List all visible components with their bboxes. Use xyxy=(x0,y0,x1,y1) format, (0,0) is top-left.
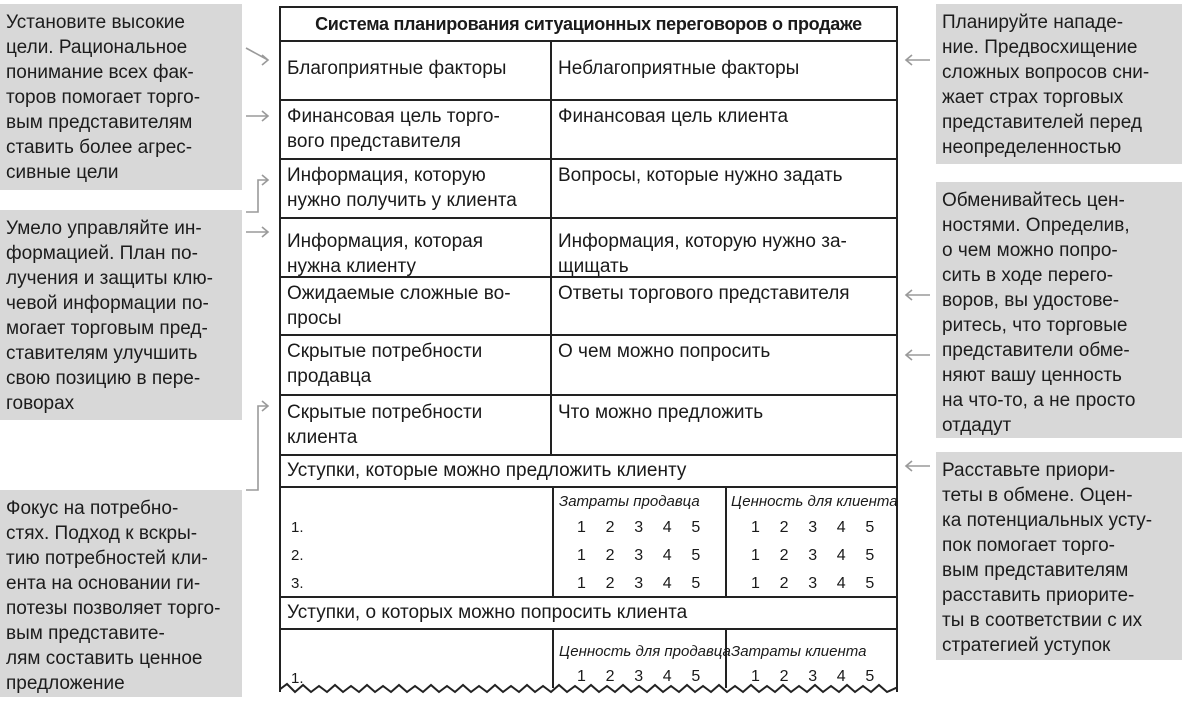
note-prioritize-exchange: Расставьте приори- теты в обмене. Оцен- ка потенциальных усту- пок помогает торго- вым представителям расставить приорите- ты в соответствии с их стратегией уступок xyxy=(936,452,1182,660)
offer-item-number: 3. xyxy=(291,575,304,592)
table-row xyxy=(281,396,896,456)
column-divider xyxy=(725,488,727,596)
note-manage-information: Умело управляйте ин- формацией. План по- лучения и защиты клю- чевой информации по- могает торговым пред- ставителям улучшить свою позицию в пере- говорах xyxy=(0,210,242,420)
note-plan-attack: Планируйте нападе- ние. Предвосхищение сложных вопросов сни- жает страх торговых представителей перед неопределенностью xyxy=(936,4,1182,164)
table-row xyxy=(281,101,896,160)
rating-scale[interactable]: 1 2 3 4 5 xyxy=(577,519,701,536)
offer-col1-label: Затраты продавца xyxy=(559,493,700,510)
note-focus-on-needs: Фокус на потребно- стях. Подход к вскры- тию потребностей кли- ента на основании ги- потезы позволяет торго- вым представите- лям составить ценное предложение xyxy=(0,490,242,697)
arrow-left-icon xyxy=(906,55,930,65)
rating-scale[interactable]: 1 2 3 4 5 xyxy=(577,575,701,592)
cell-seller-hidden-needs: Скрытые потребности продавца xyxy=(281,336,552,394)
ask-heading: Уступки, о которых можно попросить клиента xyxy=(287,602,688,623)
section-header-ask xyxy=(281,598,896,630)
cell-seller-financial-goal: Финансовая цель торго- вого представителя xyxy=(281,101,552,158)
offer-col2-label: Ценность для клиента xyxy=(731,493,898,510)
arrow-left-icon xyxy=(906,290,930,300)
rating-scale[interactable]: 1 2 3 4 5 xyxy=(577,547,701,564)
ask-item-number: 1. xyxy=(291,670,304,687)
cell-what-to-ask: О чем можно попросить xyxy=(558,341,771,362)
ask-rating-block xyxy=(281,630,896,694)
rating-scale[interactable]: 1 2 3 4 5 xyxy=(577,668,701,685)
arrow-right-icon xyxy=(246,48,268,65)
arrow-left-icon xyxy=(906,350,930,360)
cell-unfavorable-factors: Неблагоприятные факторы xyxy=(558,58,800,79)
cell-seller-answers: Ответы торгового представителя xyxy=(558,283,850,304)
form-title: Система планирования ситуационных переговоров о продаже xyxy=(281,8,896,42)
column-divider xyxy=(552,630,554,688)
bracket-arrow-icon xyxy=(246,175,268,212)
ask-col2-label: Затраты клиента xyxy=(731,643,867,660)
offer-heading: Уступки, которые можно предложить клиенту xyxy=(287,460,687,481)
rating-scale[interactable]: 1 2 3 4 5 xyxy=(751,519,875,536)
arrow-right-icon xyxy=(246,111,268,121)
note-set-high-goals: Установите высокие цели. Рациональное понимание всех фак- торов помогает торго- вым представителям ставить более агрес- сивные цели xyxy=(0,4,242,190)
rating-scale[interactable]: 1 2 3 4 5 xyxy=(751,547,875,564)
cell-info-to-obtain: Информация, которую нужно получить у клиента xyxy=(281,160,552,217)
rating-scale[interactable]: 1 2 3 4 5 xyxy=(751,575,875,592)
rating-scale[interactable]: 1 2 3 4 5 xyxy=(751,668,875,685)
column-divider xyxy=(552,488,554,596)
table-row xyxy=(281,278,896,336)
table-row xyxy=(281,336,896,396)
table-row xyxy=(281,219,896,278)
cell-client-financial-goal: Финансовая цель клиента xyxy=(558,106,789,127)
cell-questions-to-ask: Вопросы, которые нужно задать xyxy=(558,165,843,186)
offer-rating-block xyxy=(281,488,896,598)
table-row xyxy=(281,42,896,101)
arrow-left-icon xyxy=(906,461,930,471)
offer-item-number: 2. xyxy=(291,547,304,564)
arrow-right-icon xyxy=(246,227,268,237)
note-exchange-values: Обменивайтесь цен- ностями. Определив, о чем можно попро- сить в ходе перего- воров, вы удостове- ритесь, что торговые представители обме- няют вашу ценность на что-то, а не просто отдадут xyxy=(936,182,1182,438)
torn-edge xyxy=(279,682,898,696)
negotiation-planning-form xyxy=(279,6,898,692)
cell-client-hidden-needs: Скрытые потребности клиента xyxy=(281,396,552,454)
cell-info-to-protect: Информация, которую нужно за- щищать xyxy=(558,231,847,277)
section-header-offer xyxy=(281,456,896,488)
cell-expected-hard-questions: Ожидаемые сложные во- просы xyxy=(281,278,552,334)
cell-what-to-offer: Что можно предложить xyxy=(558,402,764,423)
table-row xyxy=(281,160,896,219)
offer-item-number: 1. xyxy=(291,519,304,536)
ask-col1-label: Ценность для продавца xyxy=(559,643,731,660)
cell-info-client-needs: Информация, которая нужна клиенту xyxy=(281,219,552,276)
bracket-arrow-icon xyxy=(246,401,268,490)
cell-favorable-factors: Благоприятные факторы xyxy=(281,42,552,99)
